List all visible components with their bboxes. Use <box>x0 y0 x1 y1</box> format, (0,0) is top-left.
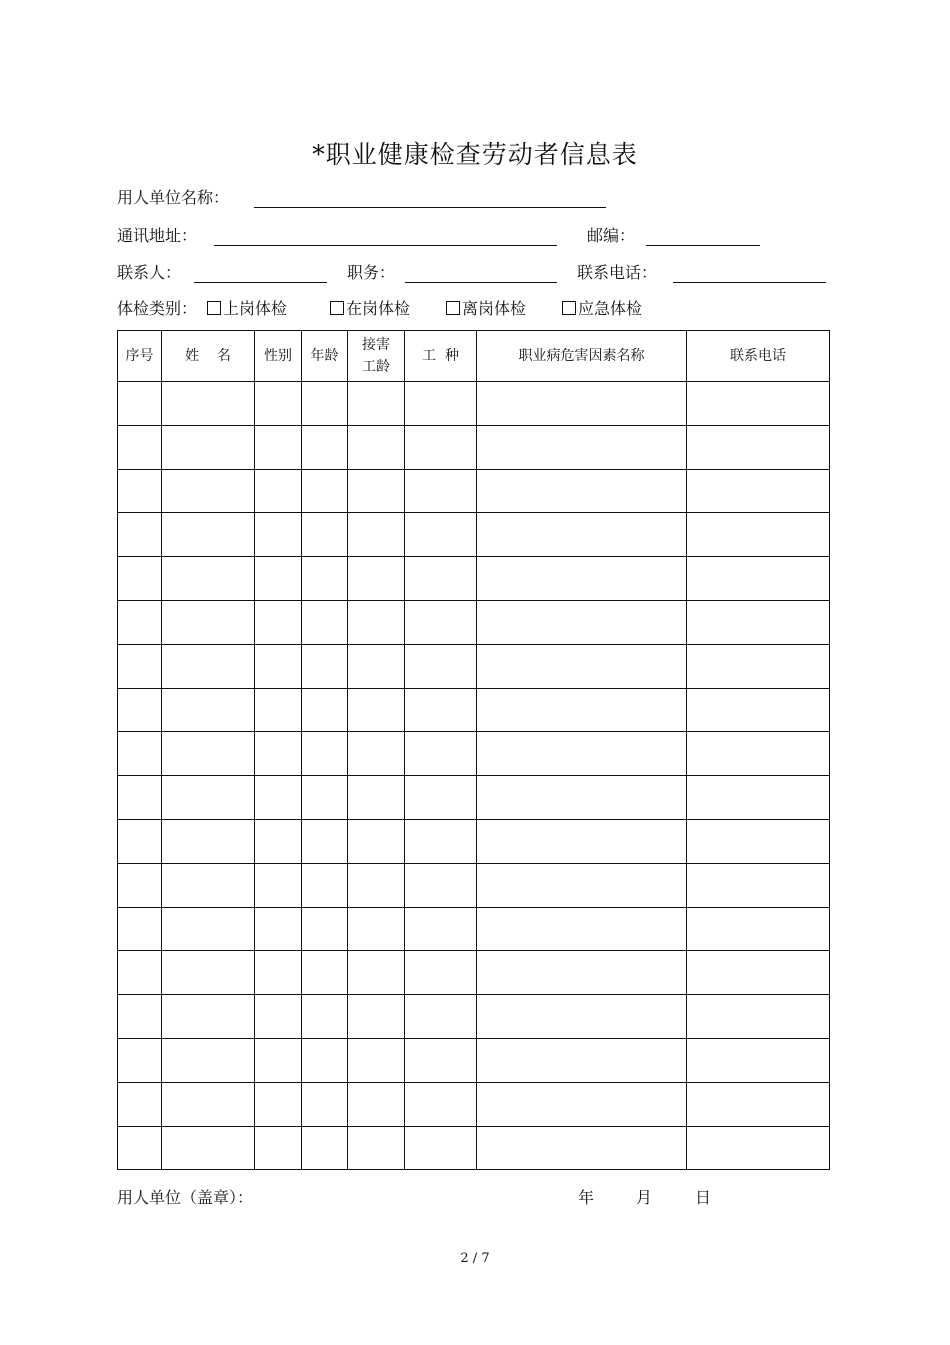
table-cell[interactable] <box>348 382 405 426</box>
table-cell[interactable] <box>162 819 255 863</box>
table-cell[interactable] <box>405 557 477 601</box>
table-cell[interactable] <box>348 907 405 951</box>
table-cell[interactable] <box>255 425 302 469</box>
contact-field[interactable] <box>194 282 327 283</box>
date-year-label: 年 <box>578 1188 595 1207</box>
table-cell[interactable] <box>687 1082 830 1126</box>
table-cell[interactable] <box>405 688 477 732</box>
table-cell[interactable] <box>255 469 302 513</box>
table-cell[interactable] <box>302 1126 348 1170</box>
exam-type-label: 体检类别： <box>117 299 198 318</box>
table-cell[interactable] <box>687 1038 830 1082</box>
table-cell[interactable] <box>255 513 302 557</box>
table-cell[interactable] <box>255 600 302 644</box>
table-cell[interactable] <box>255 382 302 426</box>
table-row <box>118 732 830 776</box>
table-cell[interactable] <box>255 557 302 601</box>
table-cell[interactable] <box>348 1038 405 1082</box>
table-cell[interactable] <box>162 776 255 820</box>
table-cell[interactable] <box>302 688 348 732</box>
table-cell[interactable] <box>162 425 255 469</box>
table-cell[interactable] <box>477 600 687 644</box>
checkbox-icon[interactable] <box>446 301 460 315</box>
table-cell[interactable] <box>302 1082 348 1126</box>
exam-type-option-0[interactable] <box>207 297 287 321</box>
header-hazard-factors: 职业病危害因素名称 <box>477 331 687 382</box>
table-cell[interactable] <box>405 819 477 863</box>
seal-label: 用人单位（盖章）： <box>117 1188 254 1207</box>
table-cell[interactable] <box>118 863 162 907</box>
table-cell[interactable] <box>162 1126 255 1170</box>
table-cell[interactable] <box>302 819 348 863</box>
table-cell[interactable] <box>477 1038 687 1082</box>
table-cell[interactable] <box>118 1038 162 1082</box>
table-cell[interactable] <box>302 1038 348 1082</box>
table-cell[interactable] <box>405 863 477 907</box>
table-cell[interactable] <box>687 1126 830 1170</box>
table-cell[interactable] <box>687 688 830 732</box>
date-day-label: 日 <box>695 1188 712 1207</box>
table-cell[interactable] <box>348 557 405 601</box>
address-field[interactable] <box>214 245 557 246</box>
table-cell[interactable] <box>118 557 162 601</box>
postcode-field[interactable] <box>646 245 760 246</box>
table-cell[interactable] <box>687 557 830 601</box>
table-cell[interactable] <box>405 1126 477 1170</box>
unit-name-field[interactable] <box>254 207 606 208</box>
table-cell[interactable] <box>348 1082 405 1126</box>
header-phone: 联系电话 <box>687 331 830 382</box>
checkbox-icon[interactable] <box>330 301 344 315</box>
table-cell[interactable] <box>348 425 405 469</box>
checkbox-icon[interactable] <box>207 301 221 315</box>
table-cell[interactable] <box>405 732 477 776</box>
table-cell[interactable] <box>162 557 255 601</box>
table-cell[interactable] <box>118 819 162 863</box>
table-cell[interactable] <box>687 425 830 469</box>
unit-name-label: 用人单位名称： <box>117 188 230 207</box>
header-name: 姓 名 <box>162 331 255 382</box>
table-row <box>118 469 830 513</box>
table-row <box>118 863 830 907</box>
header-gender: 性别 <box>255 331 302 382</box>
table-row <box>118 513 830 557</box>
table-cell[interactable] <box>477 382 687 426</box>
table-cell[interactable] <box>405 1038 477 1082</box>
table-cell[interactable] <box>302 951 348 995</box>
table-cell[interactable] <box>302 776 348 820</box>
table-cell[interactable] <box>477 995 687 1039</box>
table-cell[interactable] <box>302 469 348 513</box>
table-row <box>118 1038 830 1082</box>
table-cell[interactable] <box>162 469 255 513</box>
table-row <box>118 688 830 732</box>
table-cell[interactable] <box>118 732 162 776</box>
table-cell[interactable] <box>477 688 687 732</box>
table-cell[interactable] <box>162 907 255 951</box>
table-cell[interactable] <box>405 469 477 513</box>
table-cell[interactable] <box>687 600 830 644</box>
table-cell[interactable] <box>255 907 302 951</box>
table-cell[interactable] <box>118 995 162 1039</box>
table-cell[interactable] <box>118 469 162 513</box>
table-cell[interactable] <box>348 863 405 907</box>
table-cell[interactable] <box>477 425 687 469</box>
table-cell[interactable] <box>348 732 405 776</box>
table-cell[interactable] <box>255 863 302 907</box>
contact-label: 联系人： <box>117 263 182 282</box>
table-row <box>118 557 830 601</box>
header-job-type: 工 种 <box>405 331 477 382</box>
exam-type-option-2[interactable] <box>446 297 526 321</box>
table-cell[interactable] <box>162 732 255 776</box>
table-cell[interactable] <box>162 1082 255 1126</box>
table-row <box>118 819 830 863</box>
header-exposure-years <box>348 331 405 382</box>
table-cell[interactable] <box>118 513 162 557</box>
address-label: 通讯地址： <box>117 226 198 245</box>
table-cell[interactable] <box>477 469 687 513</box>
table-cell[interactable] <box>687 951 830 995</box>
table-cell[interactable] <box>348 644 405 688</box>
table-body <box>118 382 830 1170</box>
table-cell[interactable] <box>255 776 302 820</box>
table-cell[interactable] <box>302 644 348 688</box>
header-exposure-line2: 工龄 <box>362 359 390 375</box>
table-cell[interactable] <box>477 1126 687 1170</box>
table-cell[interactable] <box>405 995 477 1039</box>
table-cell[interactable] <box>118 425 162 469</box>
table-cell[interactable] <box>687 513 830 557</box>
table-cell[interactable] <box>302 425 348 469</box>
table-cell[interactable] <box>255 644 302 688</box>
table-cell[interactable] <box>348 819 405 863</box>
table-cell[interactable] <box>302 907 348 951</box>
table-cell[interactable] <box>118 382 162 426</box>
header-exposure-line1: 接害 <box>362 337 390 353</box>
table-cell[interactable] <box>405 600 477 644</box>
table-cell[interactable] <box>255 1082 302 1126</box>
table-cell[interactable] <box>302 382 348 426</box>
table-row <box>118 1126 830 1170</box>
table-cell[interactable] <box>477 513 687 557</box>
table-cell[interactable] <box>687 819 830 863</box>
table-cell[interactable] <box>118 951 162 995</box>
table-cell[interactable] <box>118 1126 162 1170</box>
table-cell[interactable] <box>348 1126 405 1170</box>
table-row <box>118 995 830 1039</box>
table-cell[interactable] <box>348 951 405 995</box>
table-header-row <box>118 331 830 382</box>
table-cell[interactable] <box>302 995 348 1039</box>
table-cell[interactable] <box>255 995 302 1039</box>
phone-field[interactable] <box>673 282 826 283</box>
table-cell[interactable] <box>255 732 302 776</box>
table-cell[interactable] <box>255 688 302 732</box>
table-cell[interactable] <box>477 819 687 863</box>
postcode-label: 邮编： <box>587 226 636 245</box>
exam-type-option-label: 在岗体检 <box>346 299 411 318</box>
exam-type-option-3[interactable] <box>562 297 642 321</box>
table-row <box>118 776 830 820</box>
table-cell[interactable] <box>348 776 405 820</box>
table-cell[interactable] <box>687 644 830 688</box>
table-cell[interactable] <box>162 995 255 1039</box>
table-cell[interactable] <box>302 732 348 776</box>
exam-type-option-label: 离岗体检 <box>462 299 527 318</box>
exam-type-option-label: 应急体检 <box>578 299 643 318</box>
table-cell[interactable] <box>162 644 255 688</box>
table-cell[interactable] <box>302 863 348 907</box>
table-cell[interactable] <box>255 1126 302 1170</box>
worker-info-table <box>117 330 830 1170</box>
table-row <box>118 600 830 644</box>
table-row <box>118 951 830 995</box>
table-cell[interactable] <box>162 863 255 907</box>
table-cell[interactable] <box>162 1038 255 1082</box>
table-cell[interactable] <box>348 995 405 1039</box>
table-cell[interactable] <box>348 600 405 644</box>
table-cell[interactable] <box>118 1082 162 1126</box>
table-cell[interactable] <box>162 951 255 995</box>
table-cell[interactable] <box>477 557 687 601</box>
table-cell[interactable] <box>162 600 255 644</box>
table-cell[interactable] <box>405 951 477 995</box>
table-cell[interactable] <box>405 425 477 469</box>
page-number: 2 / 7 <box>460 1251 490 1266</box>
table-cell[interactable] <box>687 995 830 1039</box>
table-cell[interactable] <box>255 951 302 995</box>
table-cell[interactable] <box>302 513 348 557</box>
exam-type-option-label: 上岗体检 <box>223 299 288 318</box>
table-cell[interactable] <box>405 513 477 557</box>
header-index: 序号 <box>118 331 162 382</box>
table-cell[interactable] <box>162 382 255 426</box>
table-row <box>118 907 830 951</box>
table-cell[interactable] <box>687 776 830 820</box>
position-field[interactable] <box>405 282 557 283</box>
table-cell[interactable] <box>348 469 405 513</box>
table-cell[interactable] <box>687 732 830 776</box>
table-cell[interactable] <box>477 776 687 820</box>
table-row <box>118 644 830 688</box>
table-cell[interactable] <box>477 732 687 776</box>
table-cell[interactable] <box>477 907 687 951</box>
document-title: *职业健康检查劳动者信息表 <box>312 140 638 169</box>
table-cell[interactable] <box>348 688 405 732</box>
table-row <box>118 382 830 426</box>
table-cell[interactable] <box>118 644 162 688</box>
table-cell[interactable] <box>255 1038 302 1082</box>
table-cell[interactable] <box>477 1082 687 1126</box>
table-cell[interactable] <box>405 776 477 820</box>
table-cell[interactable] <box>255 819 302 863</box>
table-cell[interactable] <box>162 513 255 557</box>
phone-label: 联系电话： <box>577 263 658 282</box>
table-cell[interactable] <box>477 951 687 995</box>
date-month-label: 月 <box>636 1188 653 1207</box>
table-cell[interactable] <box>162 688 255 732</box>
table-cell[interactable] <box>687 382 830 426</box>
table-cell[interactable] <box>477 644 687 688</box>
table-cell[interactable] <box>687 863 830 907</box>
table-row <box>118 1082 830 1126</box>
table-cell[interactable] <box>687 469 830 513</box>
table-cell[interactable] <box>302 557 348 601</box>
table-cell[interactable] <box>118 600 162 644</box>
header-age: 年龄 <box>302 331 348 382</box>
position-label: 职务： <box>347 263 396 282</box>
table-cell[interactable] <box>118 688 162 732</box>
table-cell[interactable] <box>405 644 477 688</box>
table-row <box>118 425 830 469</box>
table-cell[interactable] <box>118 907 162 951</box>
table-cell[interactable] <box>118 776 162 820</box>
table-cell[interactable] <box>477 863 687 907</box>
table-cell[interactable] <box>687 907 830 951</box>
exam-type-option-1[interactable] <box>330 297 410 321</box>
table-cell[interactable] <box>405 382 477 426</box>
table-cell[interactable] <box>405 1082 477 1126</box>
checkbox-icon[interactable] <box>562 301 576 315</box>
table-cell[interactable] <box>348 513 405 557</box>
table-cell[interactable] <box>302 600 348 644</box>
table-cell[interactable] <box>405 907 477 951</box>
